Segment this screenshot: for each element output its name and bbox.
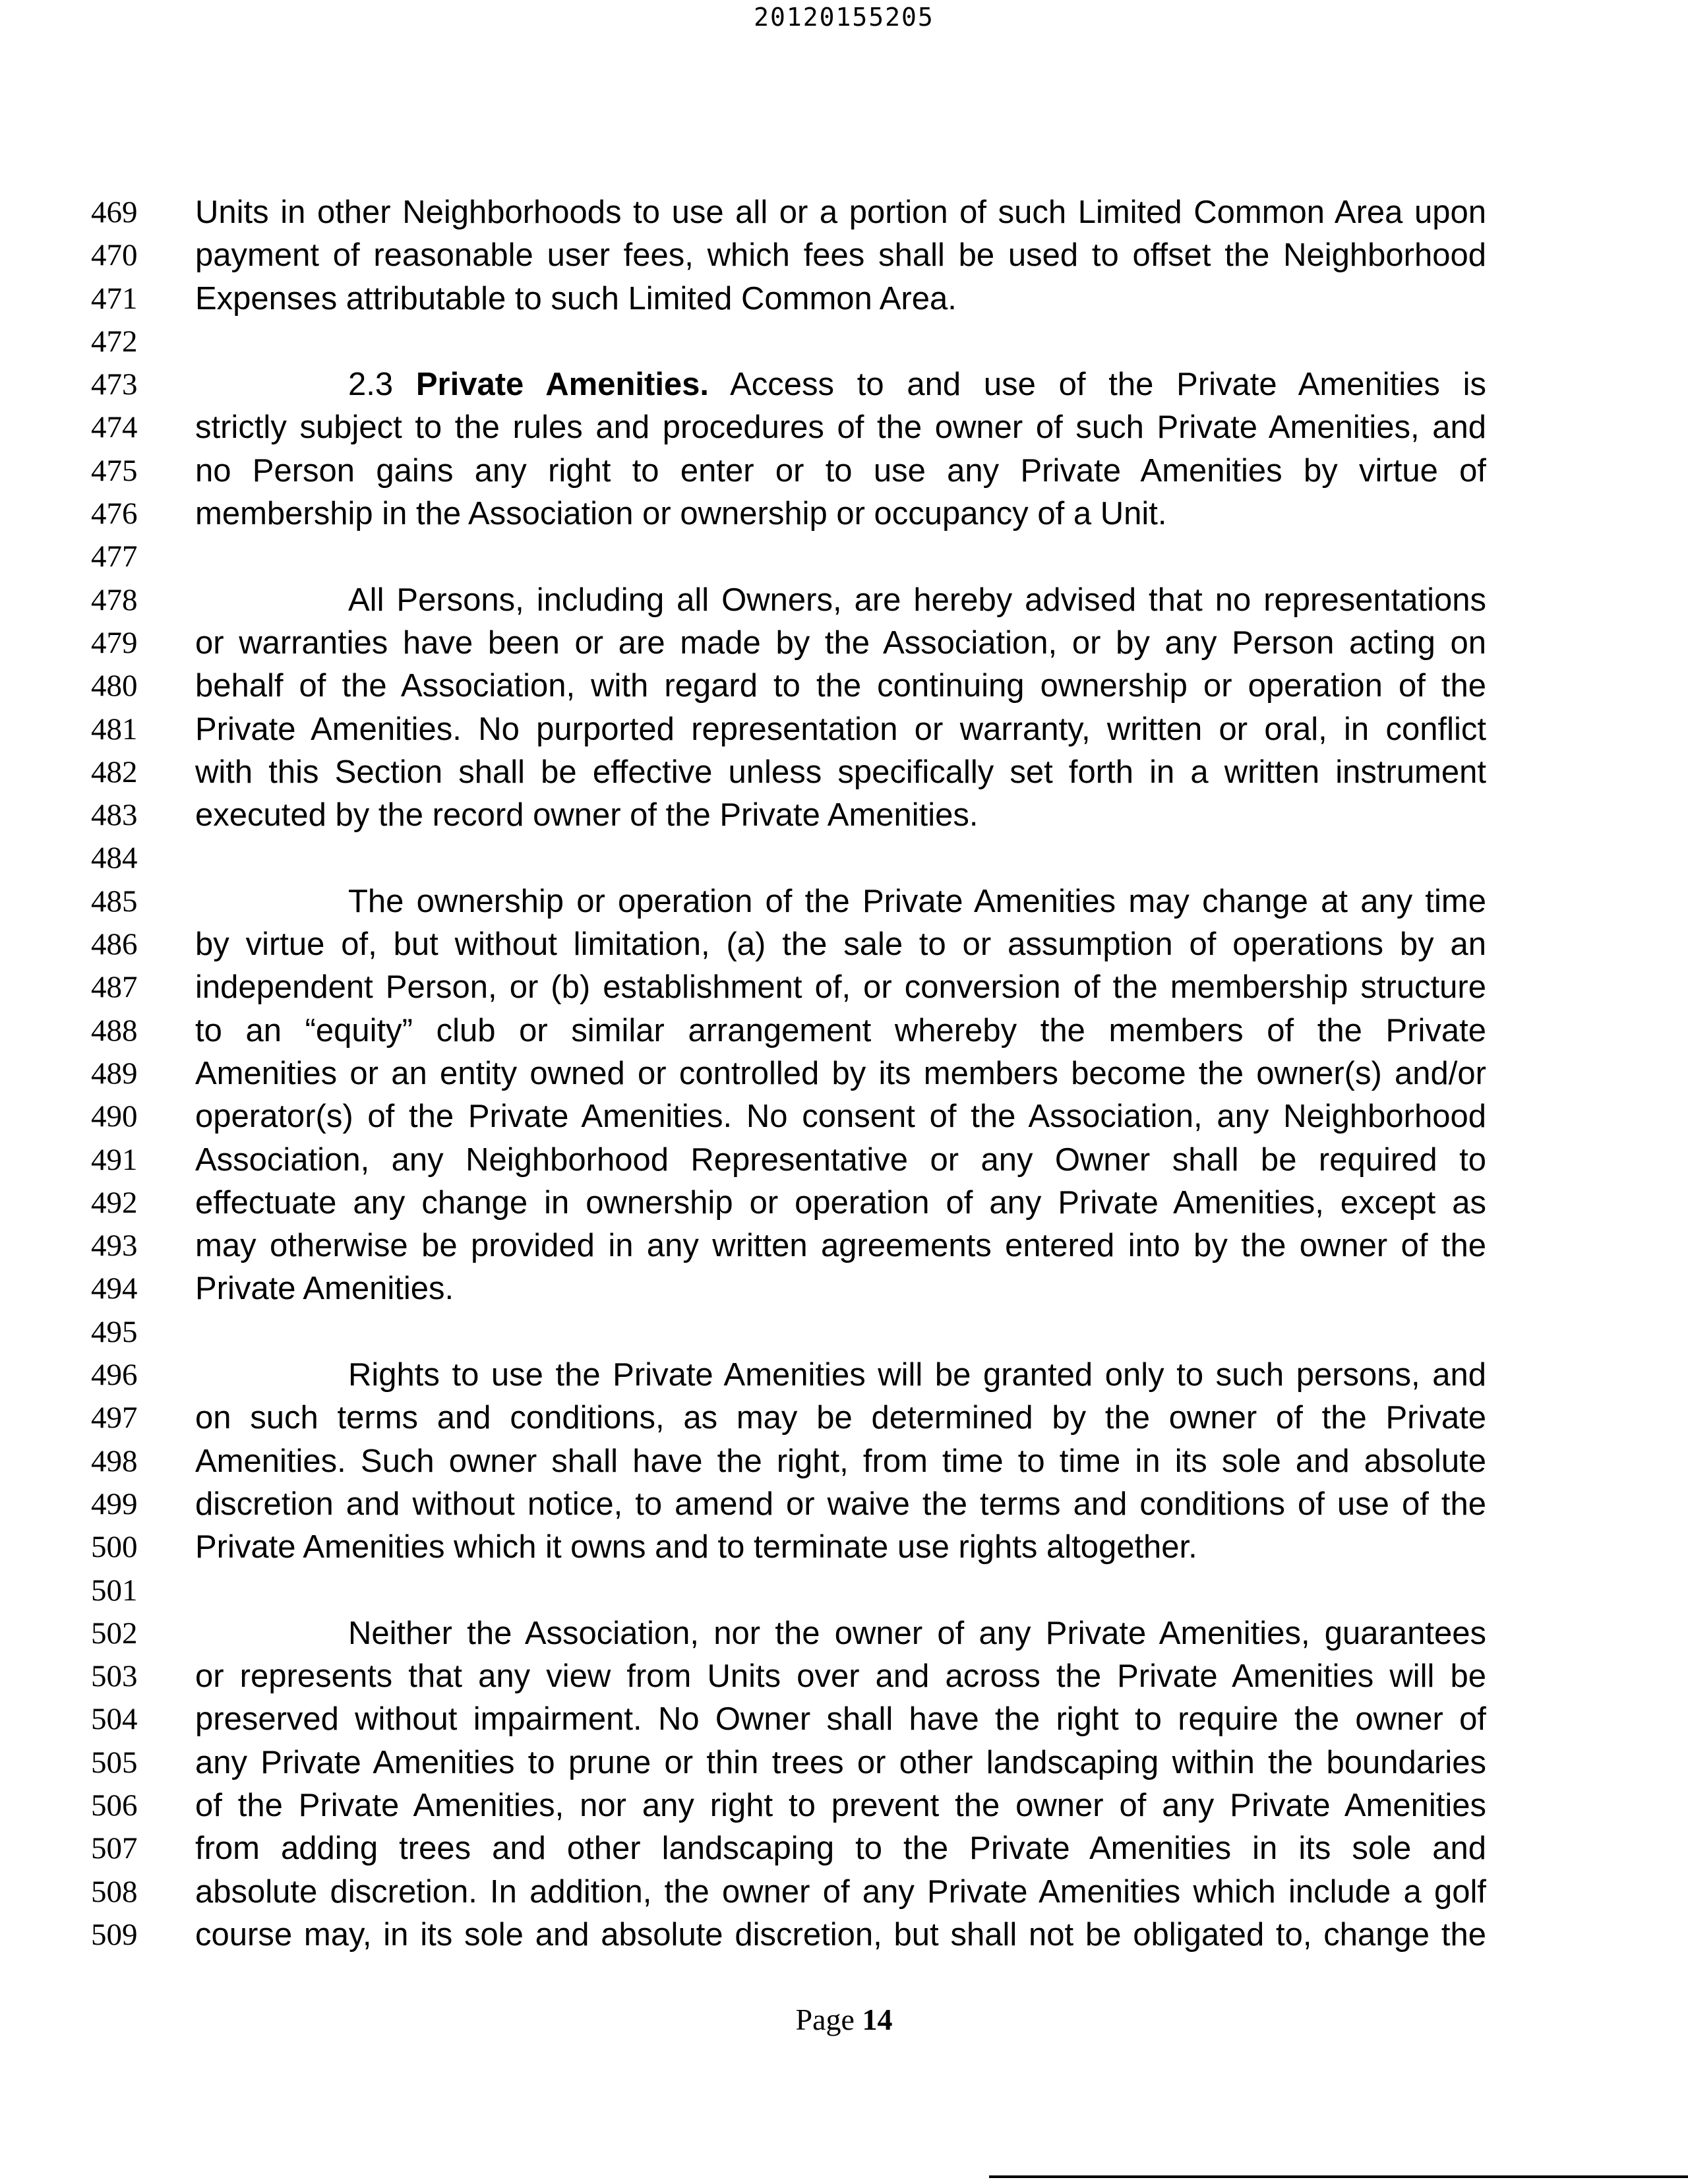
text-run: Private Amenities. No purported representation or warranty, written or oral, in conflict bbox=[195, 711, 1486, 747]
line-number: 486 bbox=[91, 927, 138, 962]
line-number: 477 bbox=[91, 539, 138, 574]
document-line bbox=[0, 450, 1688, 493]
line-text bbox=[195, 493, 1486, 535]
line-number: 479 bbox=[91, 625, 138, 660]
line-number: 471 bbox=[91, 281, 138, 316]
line-text bbox=[195, 1483, 1486, 1526]
line-text bbox=[195, 1784, 1486, 1827]
document-line bbox=[0, 1871, 1688, 1914]
line-number: 470 bbox=[91, 238, 138, 273]
document-line bbox=[0, 923, 1688, 966]
line-text bbox=[348, 1612, 1486, 1655]
text-run: The ownership or operation of the Private Amenities may change at any time bbox=[348, 883, 1486, 919]
document-line bbox=[0, 1052, 1688, 1095]
document-line bbox=[0, 1182, 1688, 1225]
line-text bbox=[348, 1354, 1486, 1397]
text-run: or represents that any view from Units over and across the Private Amenities will be bbox=[195, 1658, 1486, 1695]
line-text bbox=[195, 923, 1486, 966]
text-run: discretion and without notice, to amend or waive the terms and conditions of use of the bbox=[195, 1486, 1486, 1522]
line-number: 491 bbox=[91, 1142, 138, 1177]
line-number: 480 bbox=[91, 669, 138, 704]
text-run: membership in the Association or ownership or occupancy of a Unit. bbox=[195, 496, 1167, 532]
line-text bbox=[348, 880, 1486, 923]
line-text bbox=[195, 450, 1486, 493]
line-number: 484 bbox=[91, 841, 138, 876]
text-run: from adding trees and other landscaping to the Private Amenities in its sole and bbox=[195, 1831, 1486, 1867]
page-number-value: 14 bbox=[862, 2003, 893, 2036]
line-number: 501 bbox=[91, 1573, 138, 1608]
line-number: 497 bbox=[91, 1401, 138, 1436]
line-number: 507 bbox=[91, 1831, 138, 1866]
document-line bbox=[0, 406, 1688, 449]
line-number: 481 bbox=[91, 712, 138, 746]
text-run: Rights to use the Private Amenities will be granted only to such persons, and bbox=[348, 1357, 1486, 1393]
text-run: no Person gains any right to enter or to use any Private Amenities by virtue of bbox=[195, 452, 1486, 489]
document-line bbox=[0, 1139, 1688, 1182]
document-line bbox=[0, 1010, 1688, 1052]
line-number: 478 bbox=[91, 582, 138, 617]
page-number bbox=[0, 2002, 1688, 2037]
line-text bbox=[195, 234, 1486, 277]
text-run: or warranties have been or are made by the Association, or by any Person acting on bbox=[195, 624, 1486, 661]
text-run: strictly subject to the rules and procedures of the owner of such Private Amenities, and bbox=[195, 410, 1486, 446]
document-line bbox=[0, 665, 1688, 708]
line-text bbox=[195, 1742, 1486, 1784]
document-line bbox=[0, 278, 1688, 320]
line-text bbox=[195, 1914, 1486, 1957]
document-line bbox=[0, 1914, 1688, 1957]
line-text bbox=[195, 1698, 1486, 1741]
line-text bbox=[195, 1139, 1486, 1182]
document-line bbox=[0, 1612, 1688, 1655]
line-number: 482 bbox=[91, 754, 138, 789]
document-number: 20120155205 bbox=[754, 3, 934, 32]
line-number: 485 bbox=[91, 884, 138, 919]
line-number: 508 bbox=[91, 1874, 138, 1909]
document-line bbox=[0, 535, 1688, 578]
document-line bbox=[0, 880, 1688, 923]
text-run: Access to and use of the Private Amenities is bbox=[709, 367, 1486, 403]
document-line bbox=[0, 1354, 1688, 1397]
text-run: to an “equity” club or similar arrangement whereby the members of the Private bbox=[195, 1012, 1486, 1048]
line-text bbox=[195, 708, 1486, 751]
text-run: operator(s) of the Private Amenities. No consent of the Association, any Neighborhood bbox=[195, 1099, 1486, 1135]
text-run: executed by the record owner of the Private Amenities. bbox=[195, 797, 979, 834]
line-number: 494 bbox=[91, 1271, 138, 1306]
text-run: course may, in its sole and absolute discretion, but shall not be obligated to, change the bbox=[195, 1916, 1486, 1953]
text-run: Association, any Neighborhood Representative or any Owner shall be required to bbox=[195, 1141, 1486, 1178]
text-run: absolute discretion. In addition, the owner of any Private Amenities which include a golf bbox=[195, 1873, 1486, 1910]
document-line bbox=[0, 363, 1688, 406]
document-line bbox=[0, 1397, 1688, 1440]
line-number: 489 bbox=[91, 1056, 138, 1091]
text-run: Private Amenities which it owns and to terminate use rights altogether. bbox=[195, 1529, 1197, 1565]
line-number: 495 bbox=[91, 1314, 138, 1349]
text-run: Units in other Neighborhoods to use all or a portion of such Limited Common Area upon bbox=[195, 195, 1486, 230]
line-number: 474 bbox=[91, 410, 138, 445]
line-text bbox=[195, 794, 1486, 837]
document-line bbox=[0, 1655, 1688, 1698]
line-number: 475 bbox=[91, 453, 138, 488]
document-line bbox=[0, 1483, 1688, 1526]
line-number: 509 bbox=[91, 1917, 138, 1952]
line-text bbox=[195, 191, 1486, 234]
line-text bbox=[348, 363, 1486, 406]
text-run: by virtue of, but without limitation, (a) the sale to or assumption of operations by an bbox=[195, 926, 1486, 963]
line-text bbox=[195, 1655, 1486, 1698]
document-line bbox=[0, 837, 1688, 880]
line-text bbox=[195, 1225, 1486, 1267]
section-heading: Private Amenities. bbox=[415, 367, 709, 403]
line-number: 473 bbox=[91, 367, 138, 402]
line-number: 472 bbox=[91, 324, 138, 359]
text-run: on such terms and conditions, as may be determined by the owner of the Private bbox=[195, 1400, 1486, 1436]
document-line bbox=[0, 1225, 1688, 1267]
line-text bbox=[195, 406, 1486, 449]
text-run: 2.3 bbox=[348, 367, 416, 403]
line-text bbox=[195, 1182, 1486, 1225]
text-run: Neither the Association, nor the owner of any Private Amenities, guarantees bbox=[348, 1615, 1486, 1651]
line-number: 504 bbox=[91, 1702, 138, 1737]
text-run: with this Section shall be effective unless specifically set forth in a written instrument bbox=[195, 754, 1486, 790]
line-number: 476 bbox=[91, 497, 138, 531]
line-text bbox=[195, 1267, 1486, 1310]
document-line bbox=[0, 1267, 1688, 1310]
text-run: any Private Amenities to prune or thin trees or other landscaping within the boundaries bbox=[195, 1744, 1486, 1780]
document-line bbox=[0, 1742, 1688, 1784]
line-number: 498 bbox=[91, 1443, 138, 1478]
document-line bbox=[0, 1784, 1688, 1827]
text-run: effectuate any change in ownership or operation of any Private Amenities, except as bbox=[195, 1184, 1486, 1221]
text-run: payment of reasonable user fees, which fees shall be used to offset the Neighborhood bbox=[195, 237, 1486, 274]
text-run: of the Private Amenities, nor any right to prevent the owner of any Private Amenities bbox=[195, 1787, 1486, 1823]
line-number: 496 bbox=[91, 1358, 138, 1393]
line-text bbox=[195, 665, 1486, 708]
line-text bbox=[195, 966, 1486, 1009]
line-text bbox=[195, 1440, 1486, 1483]
line-text bbox=[348, 579, 1486, 622]
line-number: 492 bbox=[91, 1185, 138, 1220]
document-line bbox=[0, 1827, 1688, 1870]
line-text bbox=[195, 622, 1486, 665]
line-number: 493 bbox=[91, 1228, 138, 1263]
text-run: All Persons, including all Owners, are hereby advised that no representations bbox=[348, 582, 1486, 618]
document-line bbox=[0, 1698, 1688, 1741]
line-text bbox=[195, 1526, 1486, 1569]
document-line bbox=[0, 579, 1688, 622]
line-text bbox=[195, 751, 1486, 794]
bottom-scan-line bbox=[989, 2175, 1688, 2178]
line-number: 499 bbox=[91, 1486, 138, 1521]
line-text bbox=[195, 1397, 1486, 1440]
line-text bbox=[195, 1010, 1486, 1052]
text-run: Amenities or an entity owned or controlled by its members become the owner(s) and/or bbox=[195, 1055, 1486, 1091]
line-number: 469 bbox=[91, 195, 138, 229]
line-text bbox=[195, 1871, 1486, 1914]
line-text bbox=[195, 1052, 1486, 1095]
line-number: 490 bbox=[91, 1099, 138, 1134]
line-number: 483 bbox=[91, 798, 138, 833]
line-text bbox=[195, 278, 1486, 320]
document-line bbox=[0, 1095, 1688, 1138]
document-line bbox=[0, 966, 1688, 1009]
text-run: Amenities. Such owner shall have the right, from time to time in its sole and absolute bbox=[195, 1443, 1486, 1479]
text-run: Private Amenities. bbox=[195, 1271, 454, 1307]
line-number: 505 bbox=[91, 1745, 138, 1780]
line-number: 488 bbox=[91, 1013, 138, 1048]
document-line bbox=[0, 320, 1688, 363]
line-number: 487 bbox=[91, 970, 138, 1005]
document-body bbox=[0, 191, 1688, 1957]
line-number: 502 bbox=[91, 1616, 138, 1651]
document-line bbox=[0, 191, 1688, 234]
document-line bbox=[0, 1440, 1688, 1483]
document-line bbox=[0, 794, 1688, 837]
line-number: 503 bbox=[91, 1659, 138, 1694]
line-number: 506 bbox=[91, 1788, 138, 1823]
document-line bbox=[0, 1526, 1688, 1569]
document-line bbox=[0, 1569, 1688, 1612]
text-run: preserved without impairment. No Owner shall have the right to require the owner of bbox=[195, 1701, 1486, 1738]
document-line bbox=[0, 493, 1688, 535]
document-line bbox=[0, 751, 1688, 794]
document-line bbox=[0, 234, 1688, 277]
document-line bbox=[0, 1311, 1688, 1354]
text-run: Expenses attributable to such Limited Common Area. bbox=[195, 280, 957, 317]
line-text bbox=[195, 1827, 1486, 1870]
line-number: 500 bbox=[91, 1530, 138, 1565]
text-run: independent Person, or (b) establishment of, or conversion of the membership structure bbox=[195, 969, 1486, 1006]
line-text bbox=[195, 1095, 1486, 1138]
text-run: may otherwise be provided in any written agreements entered into by the owner of the bbox=[195, 1228, 1486, 1264]
document-line bbox=[0, 622, 1688, 665]
page-label: Page bbox=[795, 2003, 855, 2036]
document-line bbox=[0, 708, 1688, 751]
text-run: behalf of the Association, with regard to the continuing ownership or operation of the bbox=[195, 668, 1486, 704]
